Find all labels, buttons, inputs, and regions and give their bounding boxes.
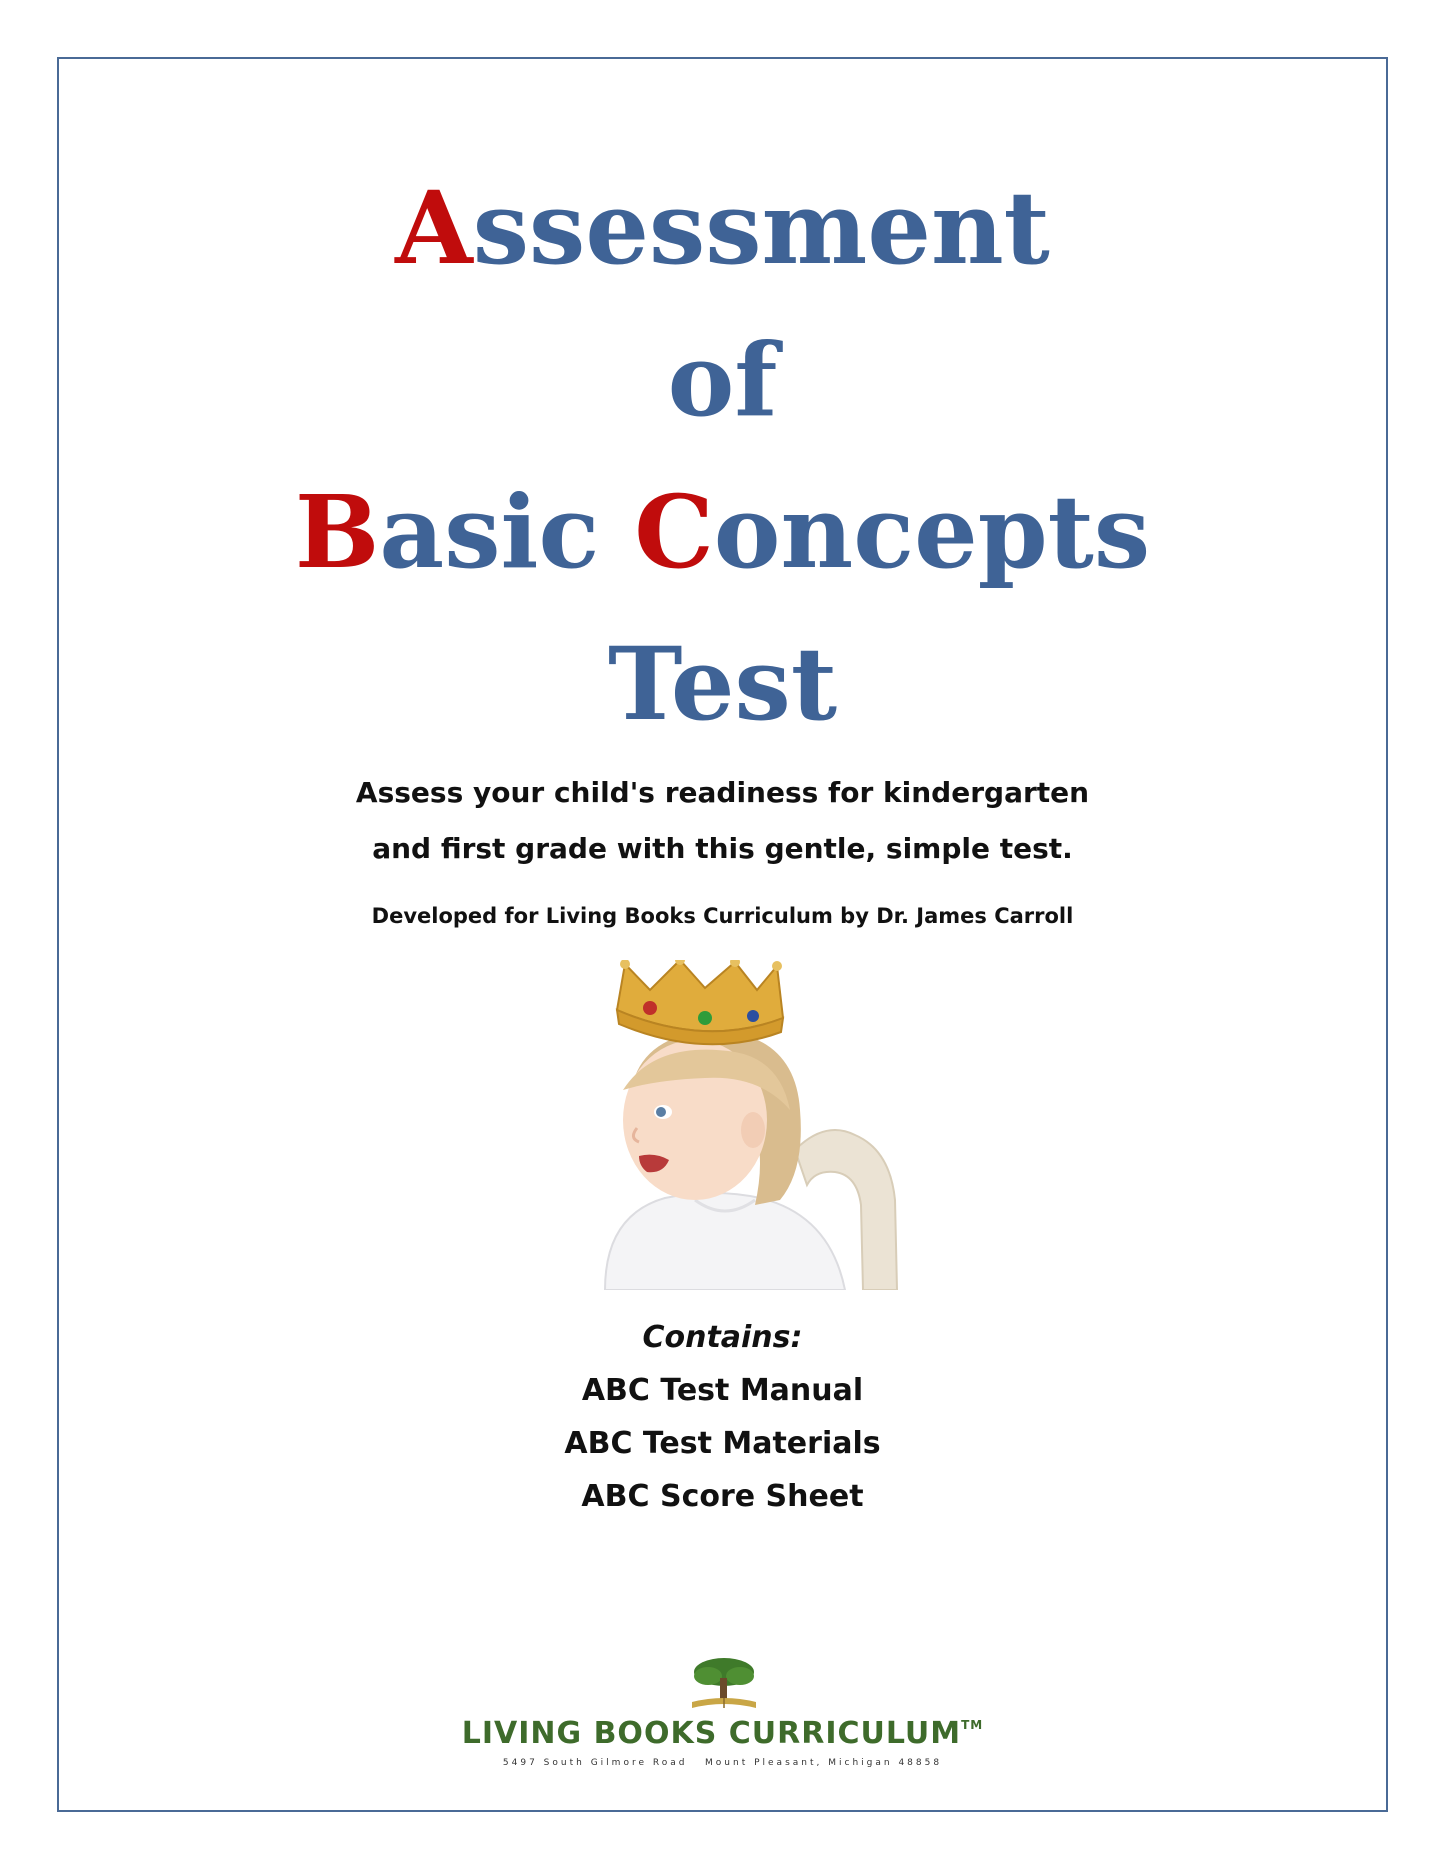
title-line-test: Test — [607, 625, 838, 743]
publisher-address: 5497 South Gilmore Road Mount Pleasant, Michigan 48858 — [502, 1758, 943, 1768]
title-concepts-rest: oncepts — [713, 473, 1151, 591]
child-with-crown-photo — [545, 960, 955, 1290]
title-basic-rest: asic — [379, 473, 635, 591]
publisher-name — [0, 1716, 1445, 1751]
contents-heading: Contains: — [642, 1320, 803, 1355]
trademark-mark: TM — [961, 1718, 984, 1732]
title-initial-c: C — [634, 473, 714, 591]
tree-book-logo-icon — [686, 1654, 762, 1714]
title-line-of: of — [667, 321, 778, 439]
subtitle-line-2: and first grade with this gentle, simple test. — [372, 832, 1073, 865]
subtitle-line-1: Assess your child's readiness for kindergarten — [355, 776, 1090, 809]
title-line-assessment — [0, 169, 1445, 287]
title-initial-b: B — [294, 473, 380, 591]
title-line-basic-concepts — [0, 473, 1445, 591]
author-credit: Developed for Living Books Curriculum by Dr. James Carroll — [371, 904, 1074, 928]
contents-item: ABC Test Materials — [564, 1426, 881, 1461]
contents-item: ABC Test Manual — [581, 1373, 864, 1408]
publisher-name-text: LIVING BOOKS CURRICULUM — [461, 1716, 962, 1751]
contents-item: ABC Score Sheet — [581, 1479, 864, 1514]
title-initial-a: A — [395, 169, 473, 287]
title-assessment-rest: ssessment — [472, 169, 1050, 287]
